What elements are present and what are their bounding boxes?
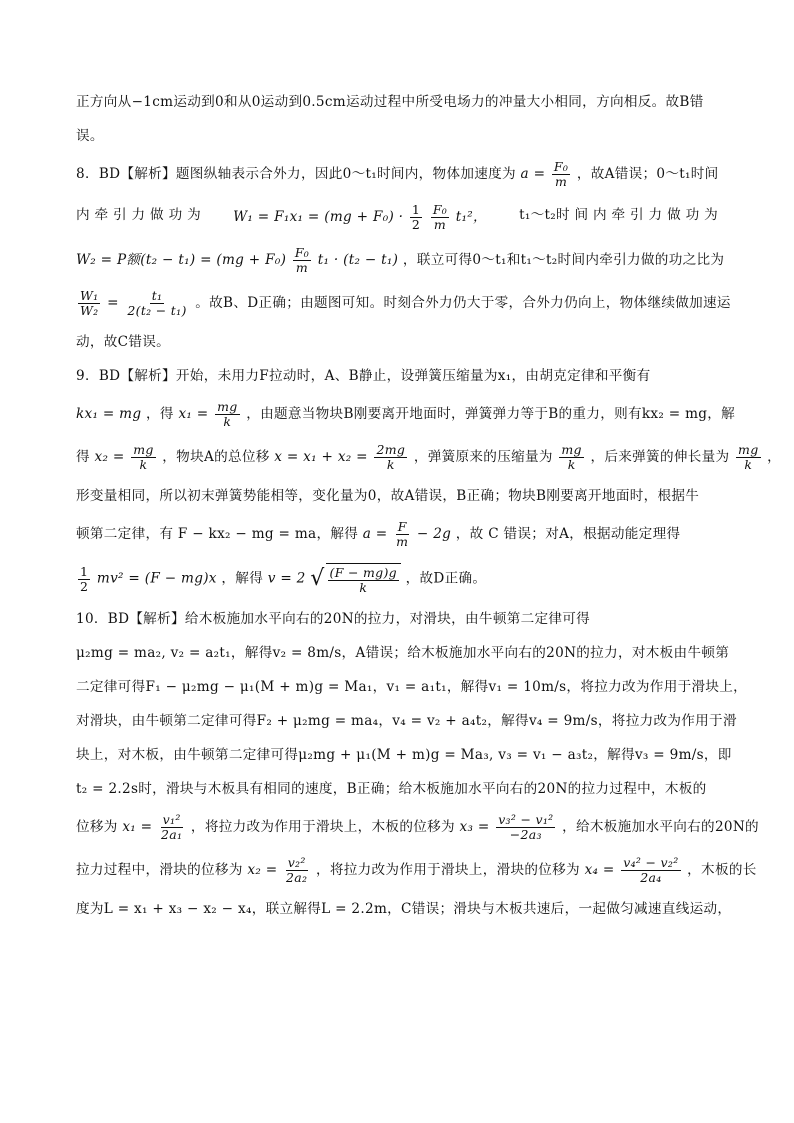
- answer-10-line-7: 位移为 x₁ = $\frac{\text{v₁²}}{\text{2a₁}}$ ，将拉力改为作用于滑块上，木板的位移为 x₃ = $\frac{\text{v₃² − v₁²}}{\text{−2a₃}}$ ，给木板施加水平向右的20N的: [76, 812, 759, 842]
- text-line-1: 正方向从−1cm运动到0和从0运动到0.5cm运动过程中所受电场力的冲量大小相同，方向相反。故B错: [76, 94, 704, 110]
- answer-9-line-6: $\frac{1}{2}$ mv² = (F − mg)x ，解得 v = 2 √ $\frac{(F - mg)g}{k}$ ，故D正确。: [80, 563, 487, 595]
- fraction-x2: $\frac{\text{v₂²}}{\text{2a₂}}$: [286, 855, 308, 885]
- fraction-mg-k-1: $\frac{mg}{k}$: [217, 399, 238, 429]
- answer-10-line-9: 度为L = x₁ + x₃ − x₂ − x₄，联立解得L = 2.2m，C错误；滑块与木板共速后，一起做匀减速直线运动，: [76, 901, 732, 917]
- answer-8-line-4: $\frac{\text{W₁}}{\text{W₂}}$ = $\frac{\text{t₁}}{\text{2(t₂ − t₁)}}$ 。故B、D正确；由题图可知。时刻合外力仍大于零，合外力仍向上，物体继续做加速运: [80, 288, 731, 318]
- answer-9-line-5: 顿第二定律，有 F − kx₂ − mg = ma，解得 a = $\frac{F}{m}$ − 2g ，故 C 错误；对A，根据动能定理得: [76, 519, 681, 549]
- answer-8-line-3: W₂ = P额(t₂ − t₁) = (mg + F₀) $\frac{\text{F₀}}{m}$ t₁ · (t₂ − t₁) ，联立可得0～t₁和t₁～t₂时间内牵引力做的功之比为: [76, 245, 725, 275]
- answer-10-line-6: t₂ = 2.2s时，滑块与木板具有相同的速度，B正确；给木板施加水平向右的20N的拉力过程中，木板的: [76, 781, 707, 797]
- fraction-half: $\frac{1}{2}$: [411, 202, 421, 232]
- fraction-x1: $\frac{\text{v₁²}}{\text{2a₁}}$: [160, 812, 183, 842]
- answer-8-line-5: 动，故C错误。: [76, 334, 171, 350]
- fraction-sqrt: $\frac{(F - mg)g}{k}$: [329, 565, 397, 595]
- answer-8-line-1: 8．BD【解析】题图纵轴表示合外力，因此0～t₁时间内，物体加速度为 a = $\frac{\text{F₀}}{m}$ ，故A错误；0～t₁时间: [76, 159, 719, 189]
- fraction-mg-k-3: $\frac{mg}{k}$: [561, 442, 582, 472]
- answer-10-line-5: 块上，对木板，由牛顿第二定律可得μ₂mg + μ₁(M + m)g = Ma₃, v₃ = v₁ − a₃t₂，解得v₃ = 9m/s，即: [76, 747, 732, 763]
- answer-10-line-4: 对滑块，由牛顿第二定律可得F₂ + μ₂mg = ma₄，v₄ = v₂ + a₄t₂，解得v₄ = 9m/s，将拉力改为作用于滑: [76, 713, 737, 729]
- answer-9-line-1: 9．BD【解析】开始，未用力F拉动时，A、B静止，设弹簧压缩量为x₁，由胡克定律和平衡有: [76, 368, 651, 384]
- answer-10-line-3: 二定律可得F₁ − μ₂mg − μ₁(M + m)g = Ma₁，v₁ = a₁t₁，解得v₁ = 10m/s，将拉力改为作用于滑块上，: [76, 679, 748, 695]
- square-root: √ $\frac{(F - mg)g}{k}$: [310, 563, 401, 595]
- answer-8-line-2: 内 牵 引 力 做 功 为 W₁ = F₁x₁ = (mg + F₀) · $\frac{1}{2}$ $\frac{\text{F₀}}{m}$ t₁²， t₁～t₂时 间 内 牵 引 力 做 功 为: [76, 202, 718, 232]
- fraction-F0-m: $\frac{\text{F₀}}{m}$: [553, 159, 569, 189]
- fraction-t1-ratio: $\frac{\text{t₁}}{\text{2(t₂ − t₁)}}$: [127, 288, 187, 318]
- document-page: [76, 92, 782, 933]
- fraction-F0-m-3: $\frac{\text{F₀}}{m}$: [294, 245, 310, 275]
- answer-10-line-2: μ₂mg = ma₂, v₂ = a₂t₁，解得v₂ = 8m/s，A错误；给木板施加水平向右的20N的拉力，对木板由牛顿第: [76, 645, 730, 661]
- fraction-x3: $\frac{\text{v₃² − v₁²}}{\text{−2a₃}}$: [498, 812, 554, 842]
- fraction-kinetic-half: $\frac{1}{2}$: [80, 563, 89, 594]
- answer-10-line-8: 拉力过程中，滑块的位移为 x₂ = $\frac{\text{v₂²}}{\text{2a₂}}$ ，将拉力改为作用于滑块上，滑块的位移为 x₄ = $\frac{\text{v₄² − v₂²}}{\text{2a₄}}$ ，木板的长: [76, 855, 757, 885]
- answer-9-line-3: 得 x₂ = $\frac{mg}{k}$ ，物块A的总位移 x = x₁ + x₂ = $\frac{2mg}{k}$ ，弹簧原来的压缩量为 $\frac{mg}{k}$ ，后来弹簧的伸长量为 $\frac{mg}{k}$ ，: [76, 442, 782, 472]
- fraction-F0-m-2: $\frac{\text{F₀}}{m}$: [432, 202, 448, 232]
- fraction-mg-k-4: $\frac{mg}{k}$: [738, 442, 759, 472]
- answer-9-line-2: kx₁ = mg ，得 x₁ = $\frac{mg}{k}$ ，由题意当物块B刚要离开地面时，弹簧弹力等于B的重力，则有kx₂ = mg，解: [76, 399, 736, 429]
- fraction-x4: $\frac{\text{v₄² − v₂²}}{\text{2a₄}}$: [623, 855, 679, 885]
- fraction-W1-W2: $\frac{\text{W₁}}{\text{W₂}}$: [80, 288, 99, 318]
- text-line-2: 误。: [76, 128, 104, 144]
- answer-10-line-1: 10．BD【解析】给木板施加水平向右的20N的拉力，对滑块，由牛顿第二定律可得: [76, 611, 591, 627]
- fraction-F-m: $\frac{F}{m}$: [396, 519, 409, 549]
- answer-9-line-4: 形变量相同，所以初末弹簧势能相等，变化量为0，故A错误，B正确；物块B刚要离开地面时，根据牛: [76, 488, 700, 504]
- fraction-2mg-k: $\frac{2mg}{k}$: [376, 442, 406, 472]
- fraction-mg-k-2: $\frac{mg}{k}$: [133, 442, 154, 472]
